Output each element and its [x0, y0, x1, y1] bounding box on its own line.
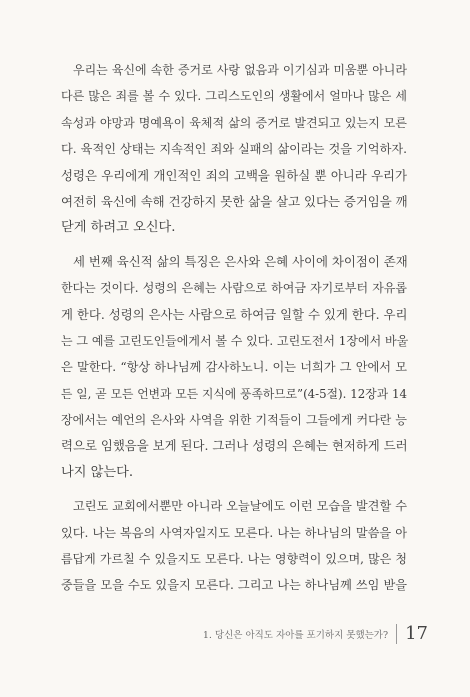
text-line: 은 말한다. “항상 하나님께 감사하노니. 이는 너희가 그 안에서 모	[61, 360, 407, 375]
text-line: 속성과 야망과 명예욕이 육체적 삶의 증거로 발견되고 있는지 모른	[61, 115, 407, 130]
text-line: 한다는 것이다. 성령의 은혜는 사람으로 하여금 자기로부터 자유롭	[61, 281, 407, 296]
text-line: 여전히 육신에 속해 건강하지 못한 삶을 살고 있다는 증거임을 깨	[61, 193, 408, 209]
text-line: 고린도 교회에서뿐만 아니라 오늘날에도 이런 모습을 발견할 수	[73, 499, 407, 514]
text-line: 중들을 모을 수도 있을지 모른다. 그리고 나는 하나님께 쓰임 받을	[61, 578, 407, 593]
text-line: 나지 않는다.	[61, 464, 134, 480]
text-line: 는 그 예를 고린도인들에게서 볼 수 있다. 고린도전서 1장에서 바울	[61, 333, 409, 348]
footer-divider	[396, 624, 397, 644]
page-footer	[203, 623, 428, 644]
text-line: 닫게 하려고 오신다.	[61, 220, 176, 236]
text-line: 든 일, 곧 모든 언변과 모든 지식에 풍족하므로”(4-5절). 12장과 14	[61, 386, 407, 401]
text-line: 세 번째 육신적 삶의 특징은 은사와 은혜 사이에 차이점이 존재	[73, 253, 408, 269]
text-line: 우리는 육신에 속한 증거로 사랑 없음과 이기심과 미움뿐 아니라	[73, 63, 407, 77]
text-line: 력으로 임했음을 보게 된다. 그러나 성령의 은혜는 현저하게 드러	[61, 438, 408, 454]
text-line: 성령은 우리에게 개인적인 죄의 고백을 원하실 뿐 아니라 우리가	[61, 167, 407, 183]
text-line: 있다. 나는 복음의 사역자일지도 모른다. 나는 하나님의 말씀을 아	[61, 525, 407, 540]
text-line: 다른 많은 죄를 볼 수 있다. 그리스도인의 생활에서 얼마나 많은 세	[61, 89, 407, 104]
body-text	[61, 57, 407, 599]
text-line: 게 한다. 성령의 은사는 사람으로 하여금 일할 수 있게 한다. 우리	[61, 306, 408, 322]
running-title: 1. 당신은 아직도 자아를 포기하지 못했는가?	[202, 629, 389, 641]
text-line: 장에서는 예언의 은사와 사역을 위한 기적들이 그들에게 커다란 능	[61, 413, 407, 428]
text-line: 다. 육적인 상태는 지속적인 죄와 실패의 삶이라는 것을 기억하자.	[61, 142, 407, 157]
text-line: 름답게 가르칠 수 있을지도 모른다. 나는 영향력이 있으며, 많은 청	[61, 552, 407, 567]
page-number: 17	[405, 623, 428, 644]
